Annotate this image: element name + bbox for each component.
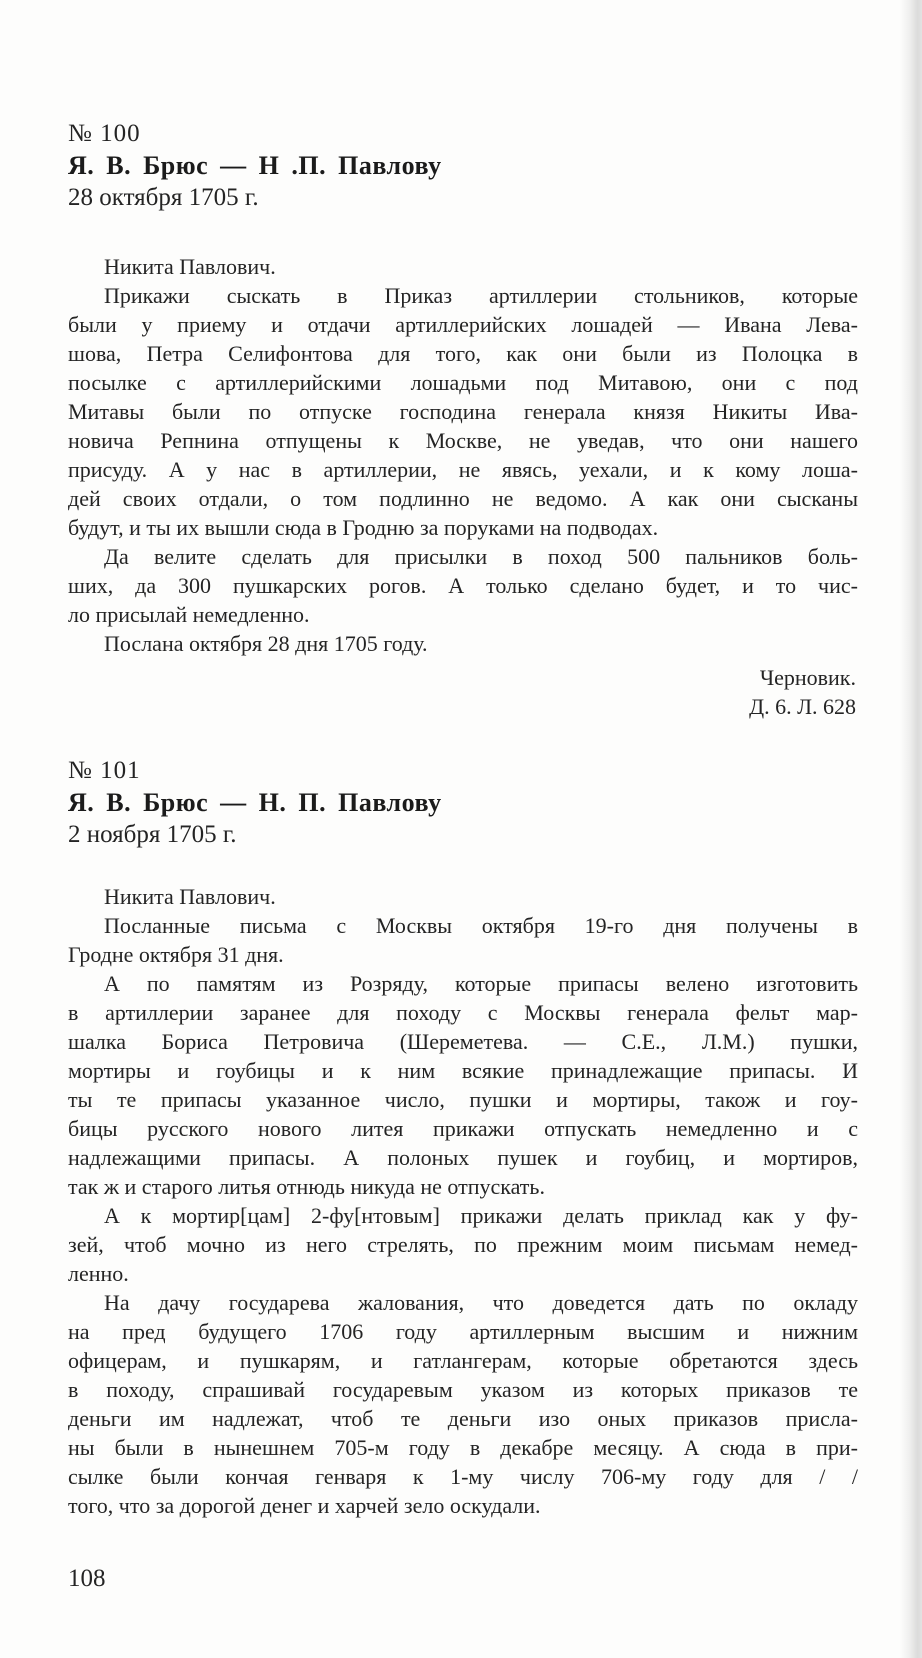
text-line: присуду. А у нас в артиллерии, не явясь, уехали, и к кому лоша-	[68, 457, 858, 482]
text-line: надлежащими припасы. А полоных пушек и гоубиц, и мортиров,	[68, 1145, 858, 1170]
text-line: бицы русского нового литея прикажи отпускать немедленно и с	[68, 1116, 858, 1141]
document-heading: Я. В. Брюс — Н. П. Павлову	[68, 788, 442, 817]
text-line: Никита Павлович.	[104, 884, 276, 909]
annotation-reference: Д. 6. Л. 628	[749, 694, 856, 719]
text-line: Прикажи сыскать в Приказ артиллерии стольников, которые	[104, 283, 858, 308]
text-line: На дачу государева жалования, что доведется дать по окладу	[104, 1290, 858, 1315]
text-line: посылке с артиллерийскими лошадьми под Митавою, они с под	[68, 370, 858, 395]
letter-body	[68, 252, 858, 658]
scan-edge-shadow	[900, 0, 922, 1658]
text-line: шова, Петра Селифонтова для того, как они были из Полоцка в	[68, 341, 858, 366]
text-line: зей, чтоб мочно из него стрелять, по прежним моим письмам немед-	[68, 1232, 858, 1257]
text-line: ленно.	[68, 1261, 129, 1286]
document-number: № 100	[68, 120, 141, 147]
text-line: новича Репнина отпущены к Москве, не уведав, что они нашего	[68, 428, 858, 453]
document-date: 2 ноября 1705 г.	[68, 821, 237, 848]
text-line: Да велите сделать для присылки в поход 500 пальников боль-	[104, 544, 858, 569]
text-line: Гродне октября 31 дня.	[68, 942, 284, 967]
annotation-source: Черновик.	[759, 665, 856, 690]
text-line: Посланные письма с Москвы октября 19-го дня получены в	[104, 913, 858, 938]
text-line: шалка Бориса Петровича (Шереметева. — С.Е., Л.М.) пушки,	[68, 1029, 858, 1054]
text-line: сылке были кончая генваря к 1-му числу 706-му году для / /	[68, 1464, 858, 1489]
letter-document-101	[68, 755, 858, 1520]
text-line: в походу, спрашивай государевым указом из которых приказов те	[68, 1377, 858, 1402]
text-line: ны были в нынешнем 705-м году в декабре месяцу. А сюда в при-	[68, 1435, 858, 1460]
letter-document-100	[68, 118, 858, 721]
text-line: будут, и ты их вышли сюда в Гродню за поруками на подводах.	[68, 515, 659, 540]
text-line: дей своих отдали, о том подлинно не ведомо. А как они сысканы	[68, 486, 858, 511]
text-line: в артиллерии заранее для походу с Москвы генерала фельт мар-	[68, 1000, 858, 1025]
text-line: ших, да 300 пушкарских рогов. А только сделано будет, и то чис-	[68, 573, 858, 598]
text-line: мортиры и гоубицы и к ним всякие принадлежащие припасы. И	[68, 1058, 858, 1083]
archive-annotations	[68, 663, 858, 721]
document-heading: Я. В. Брюс — Н .П. Павлову	[68, 151, 442, 180]
text-line: были у приему и отдачи артиллерийских лошадей — Ивана Лева-	[68, 312, 858, 337]
document-date: 28 октября 1705 г.	[68, 184, 259, 211]
text-line: того, что за дорогой денег и харчей зело оскудали.	[68, 1493, 541, 1518]
text-line: деньги им надлежат, чтоб те деньги изо оных приказов присла-	[68, 1406, 858, 1431]
text-line: ты те припасы указанное число, пушки и мортиры, також и гоу-	[68, 1087, 858, 1112]
text-line: Никита Павлович.	[104, 254, 276, 279]
page-number: 108	[68, 1565, 106, 1592]
text-line: так ж и старого литья отнюдь никуда не отпускать.	[68, 1174, 545, 1199]
document-number: № 101	[68, 757, 141, 784]
text-line: А к мортир[цам] 2-фу[нтовым] прикажи делать приклад как у фу-	[104, 1203, 858, 1228]
letter-body	[68, 882, 858, 1520]
text-line: Митавы были по отпуске господина генерала князя Никиты Ива-	[68, 399, 858, 424]
text-line: на пред будущего 1706 году артиллерным высшим и нижним	[68, 1319, 858, 1344]
text-line: офицерам, и пушкарям, и гатлангерам, которые обретаются здесь	[68, 1348, 858, 1373]
text-line: ло присылай немедленно.	[68, 602, 310, 627]
text-line: А по памятям из Розряду, которые припасы велено изготовить	[104, 971, 858, 996]
text-line: Послана октября 28 дня 1705 году.	[104, 631, 428, 656]
